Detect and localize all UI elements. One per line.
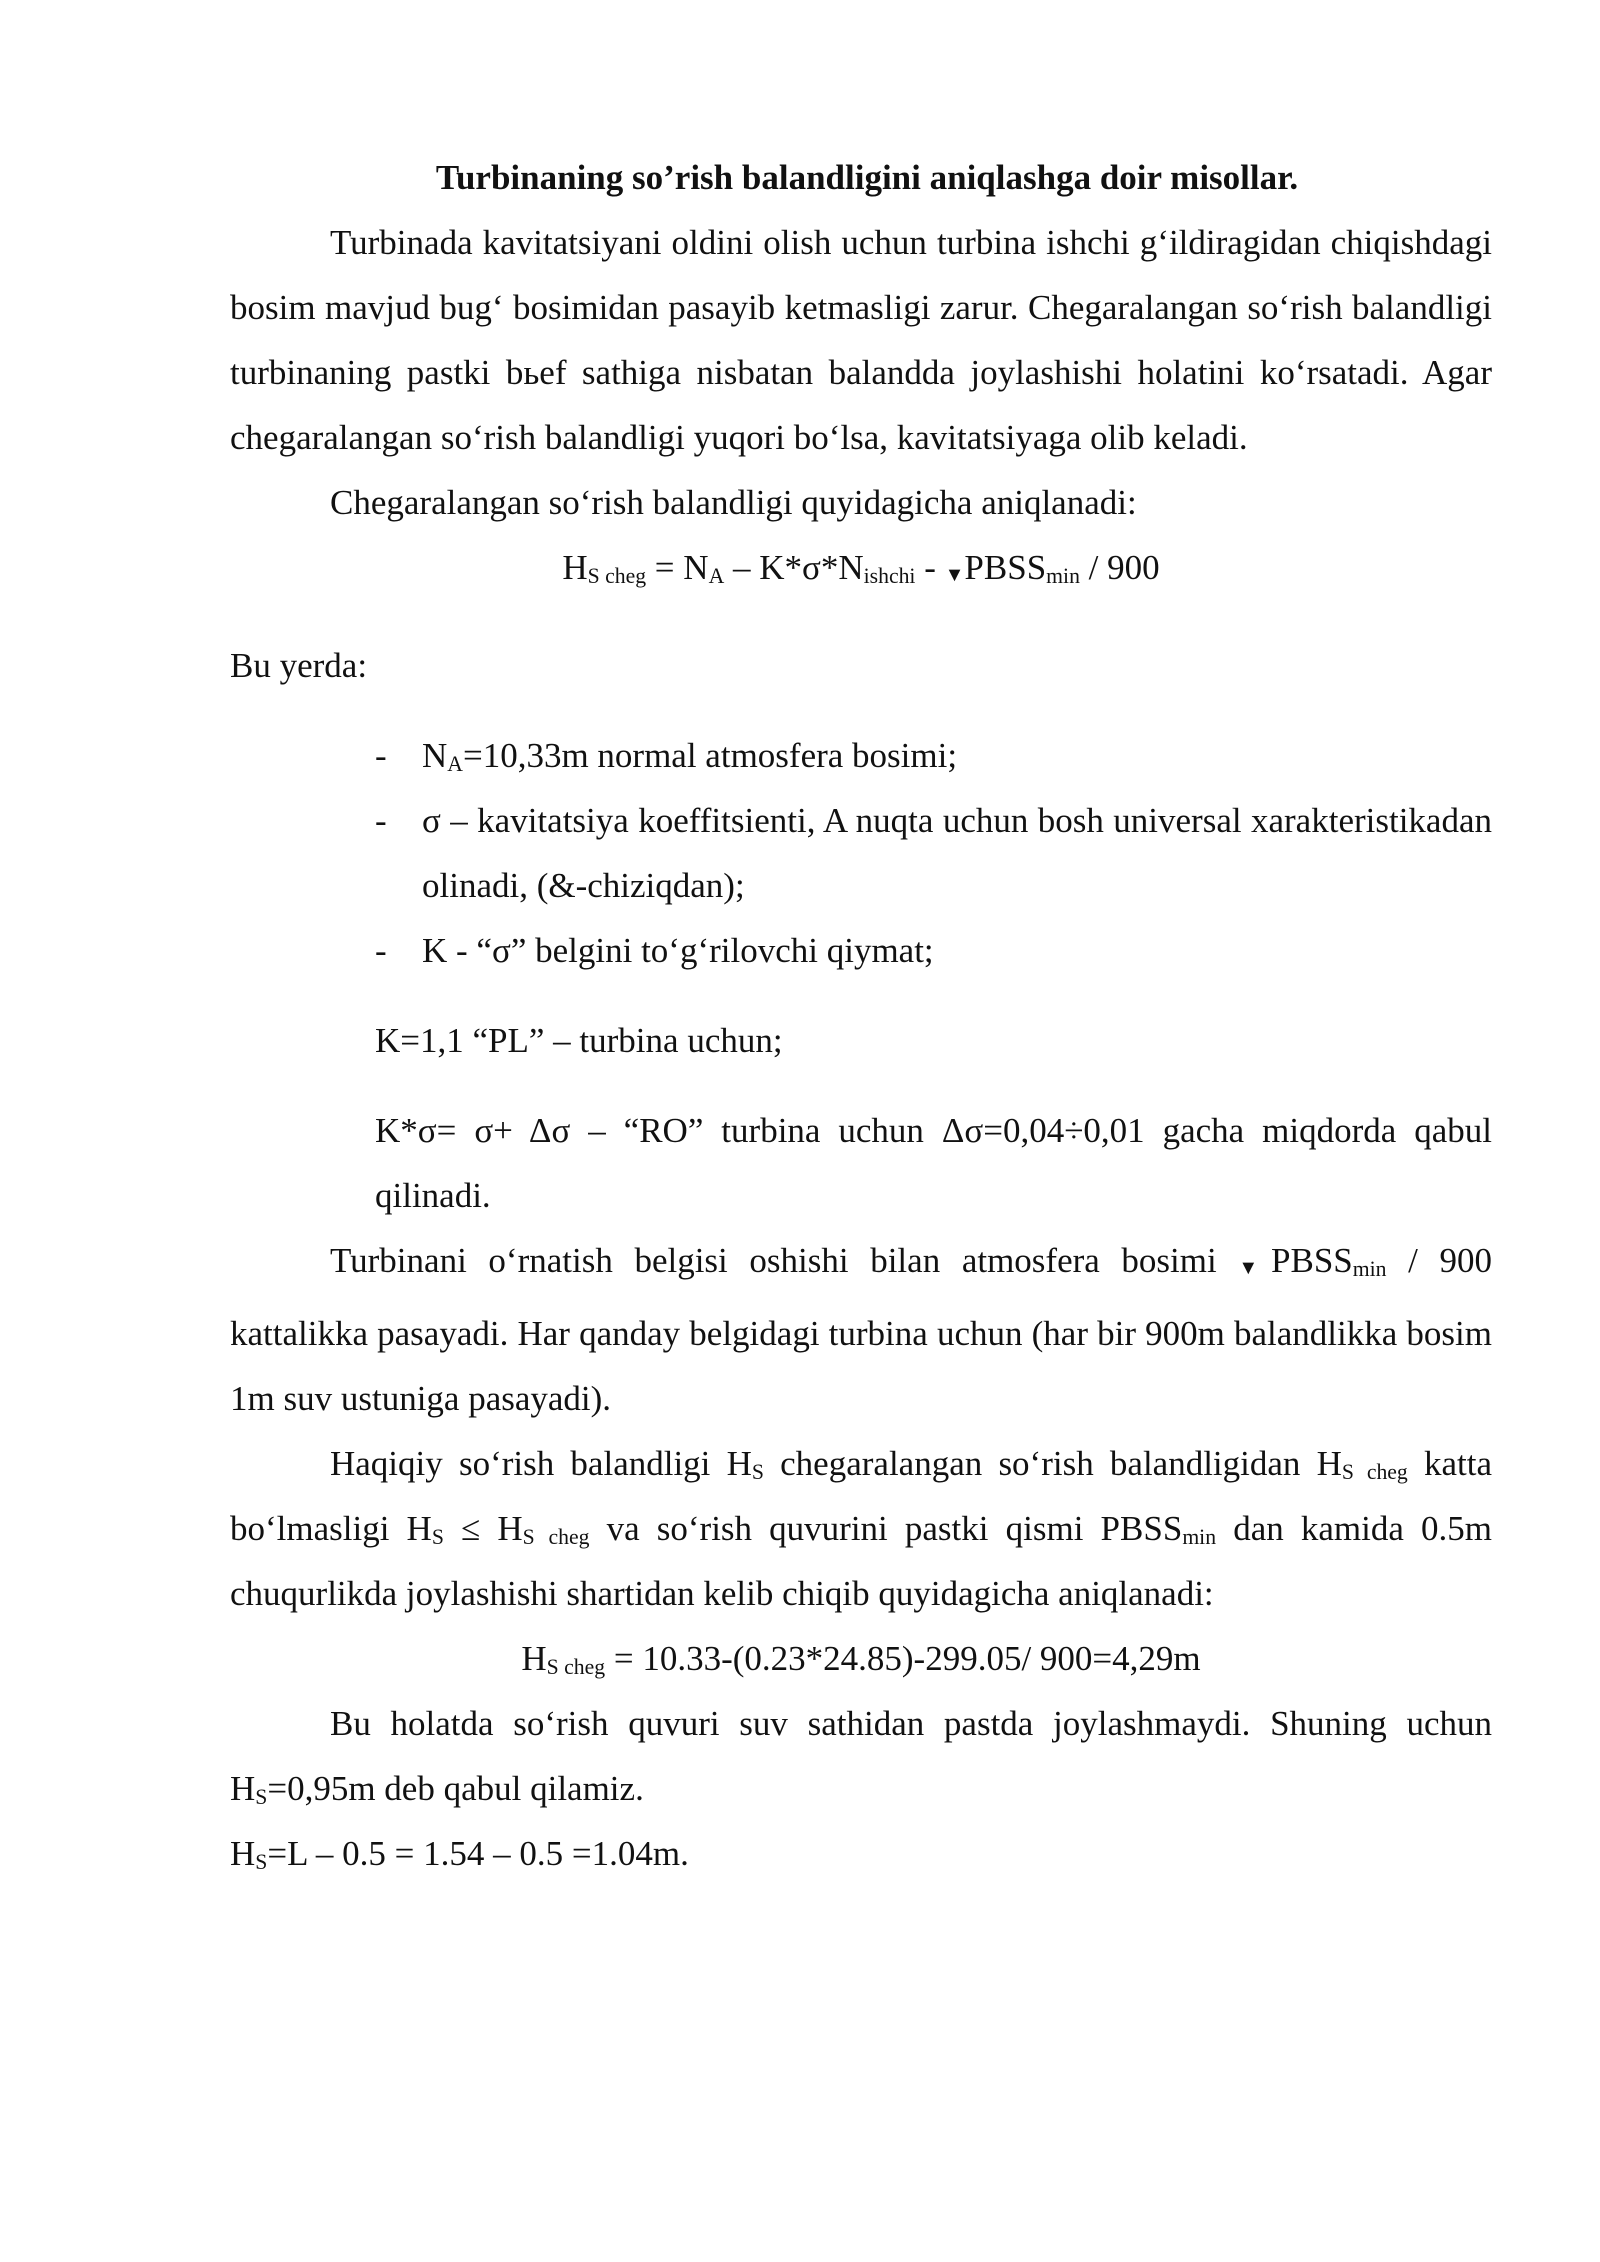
k-sigma-line: K*σ= σ+ Δσ – “RO” turbina uchun Δσ=0,04÷0,01 gacha miqdorda qabul qilinadi. [375,1111,1492,1215]
definition-list [375,723,1492,983]
bullet-dash: - [375,931,387,970]
k-pl-line: K=1,1 “PL” – turbina uchun; [375,1021,783,1060]
list-item: - K - “σ” belgini to‘g‘rilovchi qiymat; [375,918,1492,983]
triangle-down-icon: ▼ [944,564,965,586]
paragraph-conclusion: Bu holatda so‘rish quvuri suv sathidan pastda joylashmaydi. Shuning uchun $H_S=0,95m$ deb qabul qilamiz. [230,1704,1492,1809]
list-item: - $N_A=10,33m$ normal atmosfera bosimi; [375,723,1492,788]
formula-hs-cheg: $H_{S cheg} = N_A - K*\sigma*N_{ishchi}$ - $▼PBSS_{min} / 900$ [562,548,1160,588]
triangle-down-icon: ▼ [1238,1257,1272,1279]
paragraph-pressure: Turbinani o‘rnatish belgisi oshishi bilan atmosfera bosimi $▼PBSS_{min} / 900$ kattalikka pasayadi. Har qanday belgidagi turbina uchun (har bir 900m balandlikka bosim 1m suv ustuniga pasayadi). [230,1241,1492,1418]
final-formula: $H_S=L - 0.5 = 1.54 - 0.5 =1.04m$. [230,1834,689,1874]
paragraph-formula-intro: Chegaralangan so‘rish balandligi quyidagicha aniqlanadi: [330,483,1137,522]
list-item: - σ – kavitatsiya koeffitsienti, A nuqta uchun bosh universal xarakteristikadan olinadi, (&-chiziqdan); [375,788,1492,918]
paragraph-intro: Turbinada kavitatsiyani oldini olish uchun turbina ishchi g‘ildiragidan chiqishdagi bosim mavjud bug‘ bosimidan pasayib ketmasligi zarur. Chegaralangan so‘rish balandligi turbinaning pastki bьef sathiga nisbatan balandda joylashishi holatini ko‘rsatadi. Agar chegaralangan so‘rish balandligi yuqori bo‘lsa, kavitatsiyaga olib keladi. [230,223,1492,457]
bullet-dash: - [375,801,387,840]
bu-yerda-label: Bu yerda: [230,646,368,685]
paragraph-actual-height: Haqiqiy so‘rish balandligi $H_S$ chegaralangan so‘rish balandligidan $H_{S cheg}$ katta bo‘lmasligi $H_S \le H_{S cheg}$ va so‘rish quvurini pastki qismi $PBSS_{min}$ dan kamida 0.5m chuqurlikda joylashishi shartidan kelib chiqib quyidagicha aniqlanadi: [230,1444,1492,1613]
document-body [230,145,1492,1886]
formula-calculation: $H_{S cheg} = 10.33-(0.23*24.85)-299.05/$ 900=4,29m [521,1639,1201,1679]
bullet-dash: - [375,736,387,775]
page-title: Turbinaning so’rish balandligini aniqlashga doir misollar. [435,158,1299,197]
